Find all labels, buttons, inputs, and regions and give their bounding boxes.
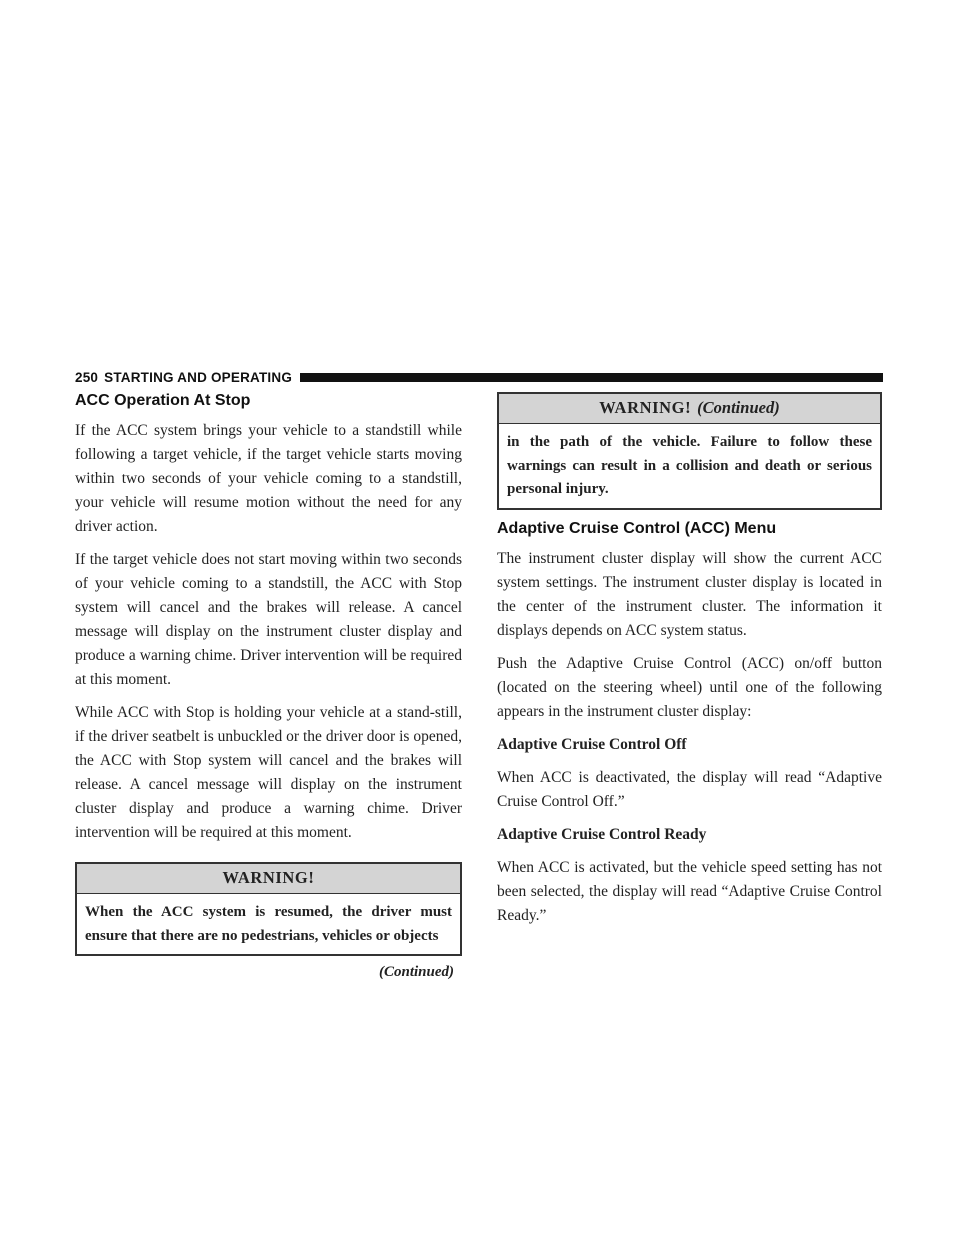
section-title: STARTING AND OPERATING bbox=[104, 369, 293, 385]
heading-acc-operation-at-stop: ACC Operation At Stop bbox=[75, 392, 251, 409]
subheading-acc-off: Adaptive Cruise Control Off bbox=[497, 735, 687, 753]
continued-label: (Continued) bbox=[378, 964, 454, 980]
heading-acc-menu: Adaptive Cruise Control (ACC) Menu bbox=[497, 519, 777, 537]
warning-box-continued bbox=[497, 392, 882, 510]
paragraph-seatbelt-door: While ACC with Stop is holding your vehicle at a stand-still, if the driver seatbelt is unbuckled or the driver door is opened, the ACC with Stop system will cancel and the brakes will release. A cancel message will display on the instrument cluster display and produce a warning chime. Driver intervention will be required at this moment. bbox=[75, 704, 462, 841]
header-rule bbox=[300, 373, 883, 382]
warning-text: When the ACC system is resumed, the driver must ensure that there are no pedestrians, vehicles or objects bbox=[85, 904, 452, 944]
warning-text-continued: in the path of the vehicle. Failure to follow these warnings can result in a collision and death or serious personal injury. bbox=[507, 434, 872, 497]
paragraph-standstill-resume: If the ACC system brings your vehicle to a standstill while following a target vehicle, if the target vehicle starts moving within two seconds of your vehicle coming to a standstill, your vehicle will resume motion without the need for any driver action. bbox=[75, 422, 462, 535]
right-column bbox=[497, 392, 882, 937]
paragraph-acc-off: When ACC is deactivated, the display will read “Adaptive Cruise Control Off.” bbox=[497, 768, 882, 810]
paragraph-standstill-cancel: If the target vehicle does not start moving within two seconds of your vehicle coming to a standstill, the ACC with Stop system will cancel and the brakes will release. A cancel message will display on the instrument cluster display and produce a warning chime. Driver intervention will be required at this moment. bbox=[75, 551, 462, 688]
warning-title: WARNING! bbox=[77, 864, 460, 894]
page-header bbox=[75, 368, 883, 386]
warning-title-continued bbox=[499, 394, 880, 424]
page-number: 250 bbox=[75, 369, 99, 385]
warning-title-text: WARNING! bbox=[599, 398, 692, 417]
left-column bbox=[75, 392, 462, 981]
warning-box bbox=[75, 862, 462, 956]
subheading-acc-ready: Adaptive Cruise Control Ready bbox=[497, 825, 707, 843]
paragraph-cluster-display: The instrument cluster display will show the current ACC system settings. The instrument cluster display is located in the center of the instrument cluster. The information it displays depends on ACC system status. bbox=[497, 549, 882, 639]
paragraph-push-button: Push the Adaptive Cruise Control (ACC) on/off button (located on the steering wheel) until one of the following appears in the instrument cluster display: bbox=[497, 654, 882, 720]
paragraph-acc-ready: When ACC is activated, but the vehicle speed setting has not been selected, the display will read “Adaptive Cruise Control Ready.” bbox=[497, 858, 882, 924]
warning-continued-label: (Continued) bbox=[697, 398, 780, 417]
